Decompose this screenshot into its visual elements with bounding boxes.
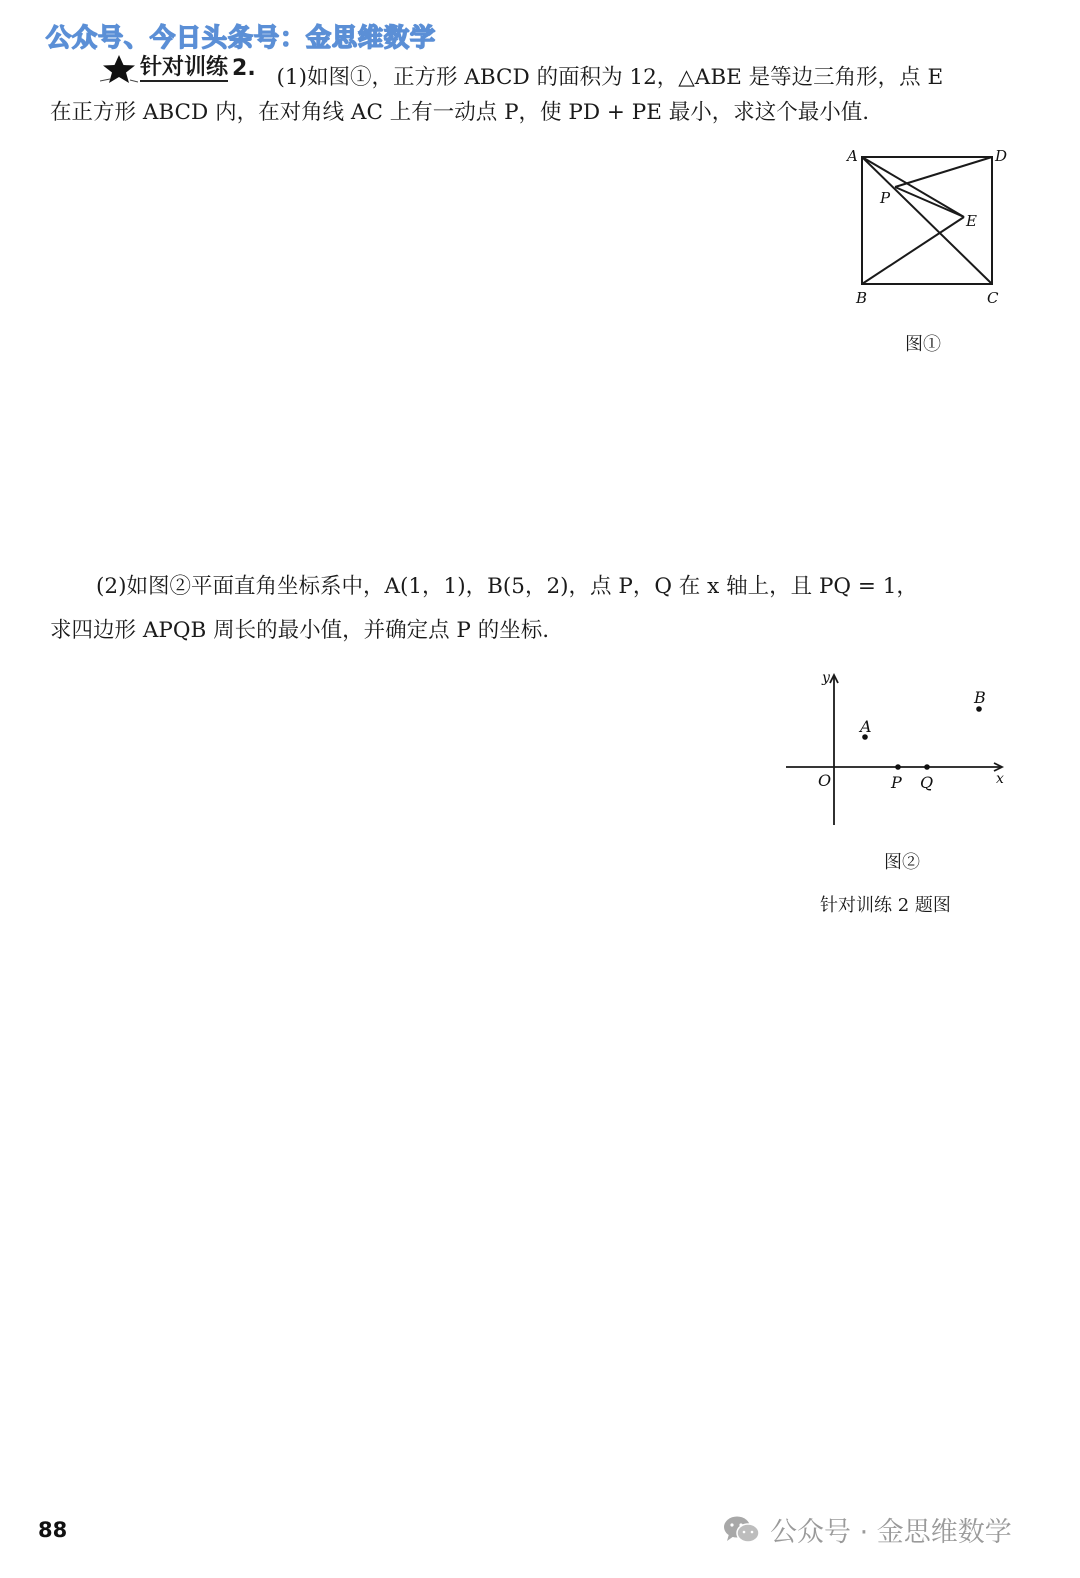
exercise-heading — [100, 54, 256, 84]
exercise-part1-line2: 在正方形 ABCD 内，在对角线 AC 上有一动点 P，使 PD + PE 最小，求这个最小值. — [50, 100, 870, 125]
point-p — [895, 764, 901, 770]
label-e: E — [966, 212, 977, 230]
figure2-caption: 图② — [884, 852, 920, 873]
exercise-part1-line1-row — [100, 54, 943, 89]
header-watermark: 公众号、今日头条号：金思维数学 — [46, 23, 437, 52]
label-p: P — [880, 189, 891, 207]
label-origin: O — [818, 771, 832, 790]
label-c: C — [987, 289, 999, 307]
segment-pe — [895, 187, 964, 217]
figure2-diagram — [780, 665, 1020, 835]
label-p2: P — [891, 773, 902, 792]
footer-watermark — [722, 1510, 1012, 1549]
label-b: B — [856, 289, 868, 307]
figure1-diagram — [840, 140, 1020, 315]
segment-be — [862, 217, 964, 284]
label-x: x — [996, 771, 1004, 787]
label-b2: B — [974, 688, 986, 707]
exercise-heading-number: 2. — [232, 56, 256, 81]
star-icon — [100, 54, 138, 84]
label-d: D — [995, 147, 1008, 165]
label-a2: A — [860, 717, 872, 736]
label-a: A — [847, 147, 858, 165]
label-q2: Q — [920, 773, 934, 792]
exercise-part2-line1: (2)如图②平面直角坐标系中，A(1，1)，B(5，2)，点 P，Q 在 x 轴上，且 PQ = 1， — [96, 574, 918, 599]
point-b — [976, 706, 982, 712]
footer-watermark-text: 公众号 · 金思维数学 — [770, 1517, 1012, 1548]
figure-group-caption: 针对训练 2 题图 — [820, 895, 951, 916]
exercise-part1-line1: (1)如图①，正方形 ABCD 的面积为 12，△ABE 是等边三角形，点 E — [276, 65, 944, 90]
page-number: 88 — [38, 1518, 68, 1542]
point-q — [924, 764, 930, 770]
exercise-part2-line2: 求四边形 APQB 周长的最小值，并确定点 P 的坐标. — [50, 618, 550, 643]
segment-pd — [895, 157, 992, 187]
wechat-icon — [722, 1514, 762, 1546]
exercise-heading-label: 针对训练 — [140, 54, 229, 80]
label-y: y — [822, 670, 830, 686]
figure1-caption: 图① — [905, 334, 941, 355]
